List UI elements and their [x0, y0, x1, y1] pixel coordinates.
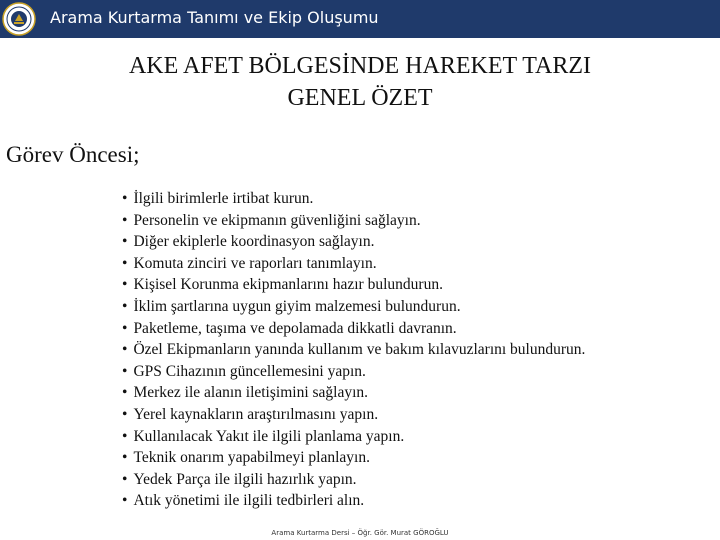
header-bar [0, 0, 720, 38]
list-item [122, 382, 585, 404]
bullet-marker: • [122, 405, 128, 423]
list-item-text: Atık yönetimi ile ilgili tedbirleri alın. [133, 492, 365, 510]
bullet-marker: • [122, 470, 128, 488]
list-item [122, 361, 585, 383]
bullet-marker: • [122, 362, 128, 380]
list-item [122, 318, 585, 340]
slide-title-line1: AKE AFET BÖLGESİNDE HAREKET TARZI [128, 53, 592, 79]
bullet-list [122, 188, 585, 512]
bullet-marker: • [122, 254, 128, 272]
bullet-marker: • [122, 233, 128, 251]
slide-title-line2: GENEL ÖZET [287, 85, 433, 111]
bullet-marker: • [122, 384, 128, 402]
list-item [122, 231, 585, 253]
list-item [122, 296, 585, 318]
list-item [122, 404, 585, 426]
bullet-marker: • [122, 319, 128, 337]
list-item-text: Kullanılacak Yakıt ile ilgili planlama yapın. [133, 427, 405, 445]
bullet-marker: • [122, 297, 128, 315]
list-item [122, 490, 585, 512]
slide-title [0, 50, 720, 114]
list-item [122, 447, 585, 469]
header-title: Arama Kurtarma Tanımı ve Ekip Oluşumu [50, 8, 379, 27]
bullet-marker: • [122, 427, 128, 445]
list-item-text: GPS Cihazının güncellemesini yapın. [133, 362, 366, 380]
list-item-text: Merkez ile alanın iletişimini sağlayın. [133, 384, 369, 402]
list-item [122, 469, 585, 491]
list-item-text: Personelin ve ekipmanın güvenliğini sağlayın. [133, 211, 421, 229]
list-item-text: Diğer ekiplerle koordinasyon sağlayın. [133, 233, 375, 251]
list-item [122, 210, 585, 232]
list-item-text: Teknik onarım yapabilmeyi planlayın. [133, 449, 370, 467]
list-item-text: İklim şartlarına uygun giyim malzemesi bulundurun. [133, 297, 461, 315]
footer-text: Arama Kurtarma Dersi – Öğr. Gör. Murat GÖROĞLU [271, 529, 449, 537]
university-seal-icon [2, 2, 36, 36]
list-item-text: Yerel kaynakların araştırılmasını yapın. [133, 405, 379, 423]
list-item-text: Yedek Parça ile ilgili hazırlık yapın. [133, 470, 357, 488]
bullet-marker: • [122, 211, 128, 229]
list-item-text: İlgili birimlerle irtibat kurun. [133, 190, 314, 207]
bullet-marker: • [122, 190, 128, 207]
list-item-text: Özel Ekipmanların yanında kullanım ve bakım kılavuzlarını bulundurun. [133, 341, 586, 359]
list-item-text: Paketleme, taşıma ve depolamada dikkatli davranın. [133, 319, 457, 337]
list-item-text: Kişisel Korunma ekipmanlarını hazır bulundurun. [133, 276, 443, 294]
bullet-marker: • [122, 276, 128, 294]
bullet-marker: • [122, 492, 128, 510]
list-item [122, 188, 585, 210]
bullet-marker: • [122, 449, 128, 467]
section-heading: Görev Öncesi; [6, 142, 140, 167]
list-item [122, 253, 585, 275]
list-item [122, 274, 585, 296]
list-item-text: Komuta zinciri ve raporları tanımlayın. [133, 254, 377, 272]
bullet-marker: • [122, 341, 128, 359]
list-item [122, 339, 585, 361]
list-item [122, 426, 585, 448]
